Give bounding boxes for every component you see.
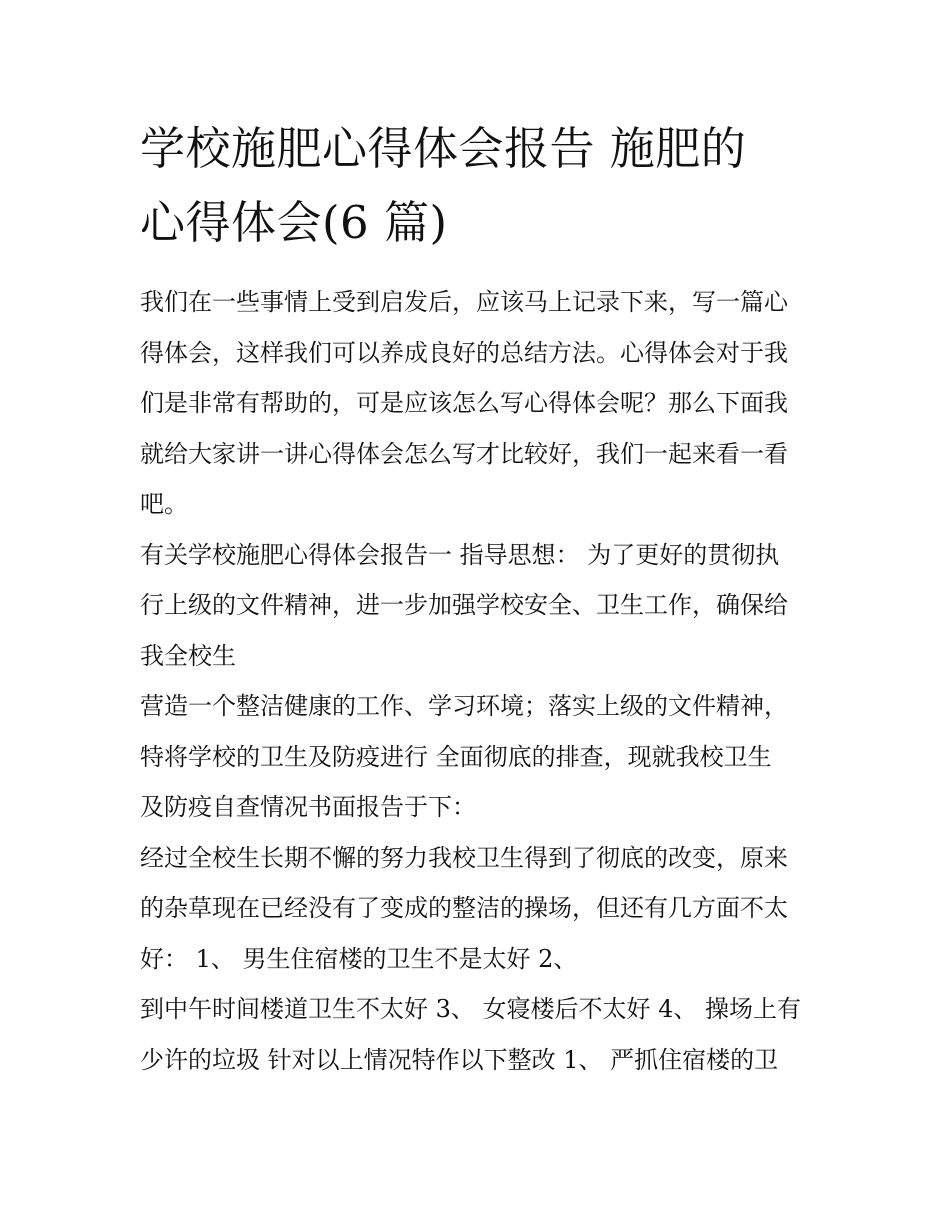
document-title (140, 112, 830, 260)
text-line: 我们在一些事情上受到启发后，应该马上记录下来，写一篇心 (140, 288, 788, 316)
rectification-paragraph (140, 984, 840, 1085)
text-line: 到中午时间楼道卫生不太好 3、 女寝楼后不太好 4、 操场上有 (140, 995, 802, 1023)
text-line: 的杂草现在已经没有了变成的整洁的操场，但还有几方面不太 (140, 894, 788, 922)
text-line: 吧。 (140, 490, 188, 518)
text-line: 得体会，这样我们可以养成良好的总结方法。心得体会对于我 (140, 338, 788, 367)
findings-paragraph (140, 833, 840, 985)
text-line: 及防疫自查情况书面报告于下： (140, 793, 476, 821)
text-line: 少许的垃圾 针对以上情况特作以下整改 1、 严抓住宿楼的卫 (140, 1045, 779, 1074)
text-line: 行上级的文件精神，进一步加强学校安全、卫生工作，确保给 (140, 591, 788, 619)
text-line: 经过全校生长期不懈的努力我校卫生得到了彻底的改变，原来 (140, 843, 788, 872)
text-line: 营造一个整洁健康的工作、学习环境；落实上级的文件精神， (140, 692, 788, 720)
text-line: 我全校生 (140, 641, 236, 670)
guiding-principle-paragraph (140, 530, 840, 682)
title-line: 心得体会(6 篇) (140, 196, 448, 249)
text-line: 们是非常有帮助的，可是应该怎么写心得体会呢？那么下面我 (140, 389, 788, 417)
document-body (140, 277, 840, 1085)
environment-paragraph (140, 681, 840, 833)
text-line: 有关学校施肥心得体会报告一 指导思想： 为了更好的贯彻执 (140, 540, 780, 569)
intro-paragraph (140, 277, 840, 530)
text-line: 好： 1、 男生住宿楼的卫生不是太好 2、 (140, 944, 578, 973)
text-line: 就给大家讲一讲心得体会怎么写才比较好，我们一起来看一看 (140, 439, 788, 468)
text-line: 特将学校的卫生及防疫进行 全面彻底的排查，现就我校卫生 (140, 742, 772, 771)
title-line: 学校施肥心得体会报告 施肥的 (140, 122, 747, 175)
